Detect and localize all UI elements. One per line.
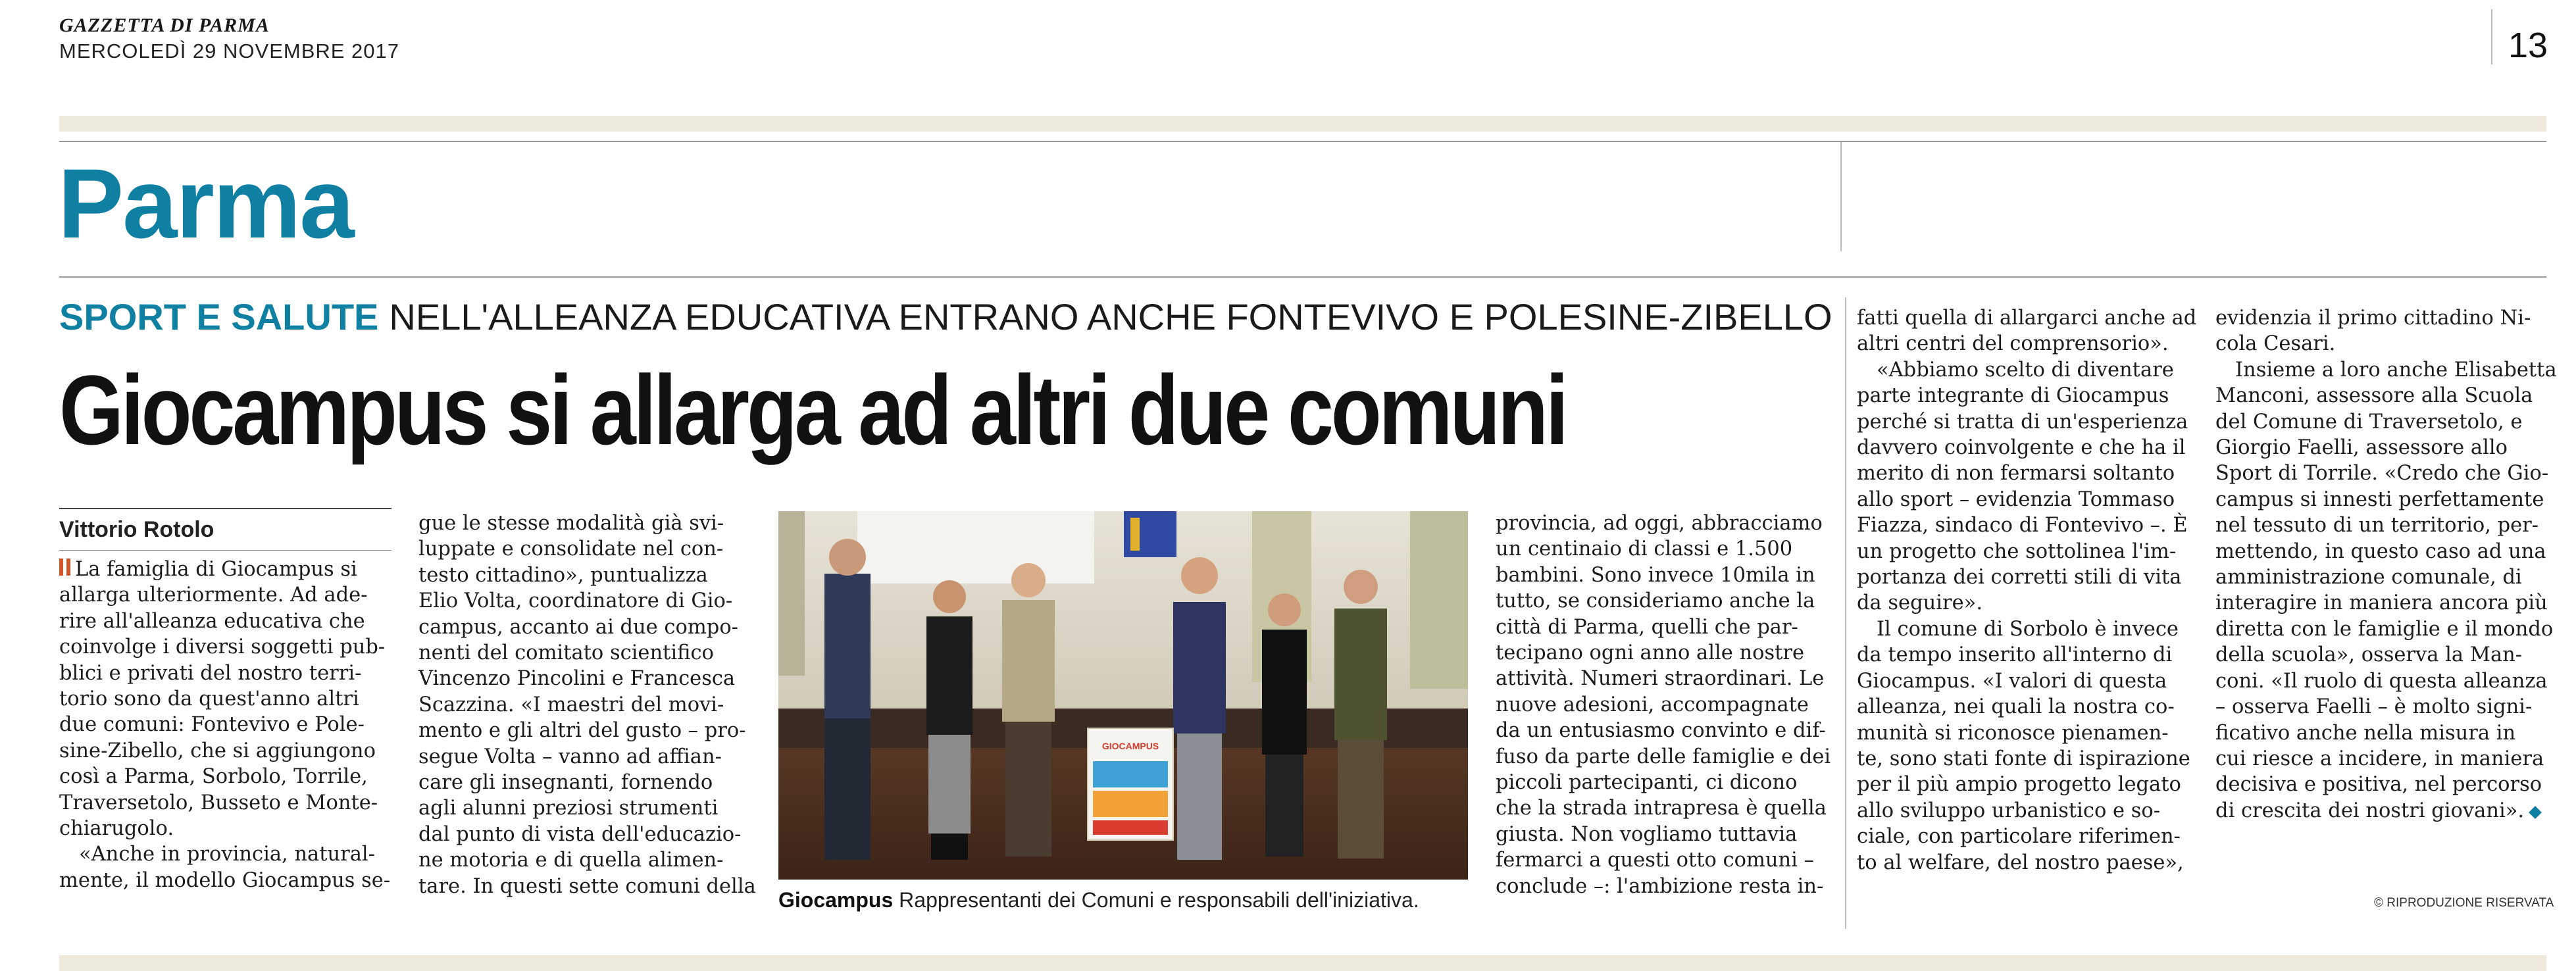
column-line: mento e gli altri del gusto – pro- bbox=[418, 719, 746, 743]
column-line: Giocampus. «I valori di questa bbox=[1857, 669, 2167, 693]
article-photo bbox=[778, 511, 1468, 880]
article-column-1 bbox=[59, 557, 391, 893]
column-line: agli alunni preziosi strumenti bbox=[418, 797, 719, 820]
top-rule bbox=[59, 141, 2546, 142]
column-line: allarga ulteriormente. Ad ade- bbox=[59, 584, 368, 607]
column-line: due comuni: Fontevivo e Pole- bbox=[59, 713, 365, 737]
masthead: GAZZETTA DI PARMA bbox=[59, 14, 270, 36]
column-line: te, sono stati fonte di ispirazione bbox=[1857, 747, 2190, 770]
column-line: conclude –: l'ambizione resta in- bbox=[1496, 874, 1824, 898]
column-line: blici e privati del nostro terri- bbox=[59, 661, 362, 685]
column-line: Vincenzo Pincolini e Francesca bbox=[418, 667, 736, 691]
column-divider bbox=[1845, 297, 1846, 929]
column-line: che la strada intrapresa è quella bbox=[1496, 797, 1827, 820]
column-line: decisiva e positiva, nel percorso bbox=[2215, 773, 2542, 797]
column-line: mente, il modello Giocampus se- bbox=[59, 868, 391, 892]
page-number-divider bbox=[2491, 9, 2492, 64]
photo-caption bbox=[778, 888, 1419, 912]
column-line: tecipano ogni anno alle nostre bbox=[1496, 641, 1805, 665]
column-line: mettendo, in questo caso ad una bbox=[2215, 539, 2546, 563]
column-line: città di Parma, quelli che par- bbox=[1496, 615, 1798, 639]
paragraph-mark-icon bbox=[59, 559, 71, 576]
column-line: evidenzia il primo cittadino Ni- bbox=[2215, 307, 2531, 330]
column-line: portanza dei corretti stili di vita bbox=[1857, 566, 2182, 589]
column-line: di crescita dei nostri giovani». bbox=[2215, 798, 2546, 824]
column-line: ficativo anche nella misura in bbox=[2215, 721, 2516, 745]
column-line: diretta con le famiglie e il mondo bbox=[2215, 617, 2554, 641]
column-line: luppate e consolidate nel con- bbox=[418, 537, 724, 561]
column-line: piccoli partecipanti, ci dicono bbox=[1496, 771, 1798, 795]
column-line: Scazzina. «I maestri del movi- bbox=[418, 693, 724, 716]
column-line: – osserva Faelli – è molto signi- bbox=[2215, 695, 2533, 719]
column-line: per il più ampio progetto legato bbox=[1857, 773, 2181, 797]
column-line: to al welfare, del nostro paese», bbox=[1857, 851, 2184, 874]
column-line: allo sport – evidenzia Tommaso bbox=[1857, 487, 2175, 511]
section-rule bbox=[59, 276, 2546, 278]
byline-rule-bottom bbox=[59, 550, 391, 551]
column-line: allo sviluppo urbanistico e so- bbox=[1857, 799, 2161, 822]
headline: Giocampus si allarga ad altri due comuni bbox=[59, 355, 1566, 465]
section-title: Parma bbox=[58, 148, 353, 259]
column-line: care gli insegnanti, fornendo bbox=[418, 771, 713, 795]
column-line: Manconi, assessore alla Scuola bbox=[2215, 384, 2533, 408]
column-line: «Abbiamo scelto di diventare bbox=[1877, 358, 2174, 382]
bottom-band bbox=[59, 955, 2546, 971]
column-line: La famiglia di Giocampus si bbox=[59, 557, 391, 582]
column-line: parte integrante di Giocampus bbox=[1857, 384, 2169, 408]
column-line: Traversetolo, Busseto e Monte- bbox=[59, 791, 378, 814]
column-line: da seguire». bbox=[1857, 591, 1983, 615]
column-line: giusta. Non vogliamo tuttavia bbox=[1496, 822, 1798, 846]
column-line: provincia, ad oggi, abbracciamo bbox=[1496, 512, 1823, 535]
column-line: merito di non fermarsi soltanto bbox=[1857, 462, 2175, 486]
column-line: da tempo inserito all'interno di bbox=[1857, 643, 2173, 667]
publication-date: MERCOLEDÌ 29 NOVEMBRE 2017 bbox=[59, 39, 400, 62]
column-line: Il comune di Sorbolo è invece bbox=[1877, 617, 2179, 641]
column-line: Elio Volta, coordinatore di Gio- bbox=[418, 589, 733, 613]
column-line: campus si innesti perfettamente bbox=[2215, 487, 2544, 511]
column-line: del Comune di Traversetolo, e bbox=[2215, 410, 2523, 434]
caption-text: Rappresentanti dei Comuni e responsabili dell'iniziativa. bbox=[899, 888, 1419, 912]
column-line: fatti quella di allargarci anche ad bbox=[1857, 307, 2197, 330]
column-line: torio sono da quest'anno altri bbox=[59, 687, 359, 711]
column-line: davvero coinvolgente e che ha il bbox=[1857, 436, 2186, 460]
column-line: testo cittadino», puntualizza bbox=[418, 563, 708, 587]
column-line: perché si tratta di un'esperienza bbox=[1857, 410, 2188, 434]
kicker-topic: SPORT E SALUTE bbox=[59, 296, 379, 337]
column-line: Insieme a loro anche Elisabetta bbox=[2235, 358, 2557, 382]
column-line: un progetto che sottolinea l'im- bbox=[1857, 539, 2177, 563]
column-line: cui riesce a incidere, in maniera bbox=[2215, 747, 2544, 770]
end-of-article-icon bbox=[2529, 806, 2542, 819]
column-line: un centinaio di classi e 1.500 bbox=[1496, 537, 1793, 561]
column-line: nuove adesioni, accompagnate bbox=[1496, 693, 1809, 716]
column-line: dal punto di vista dell'educazio- bbox=[418, 822, 742, 846]
column-line: altri centri del comprensorio». bbox=[1857, 332, 2169, 356]
column-line: rire all'alleanza educativa che bbox=[59, 609, 365, 633]
column-line: Fiazza, sindaco di Fontevivo –. È bbox=[1857, 514, 2188, 537]
column-line: gue le stesse modalità già svi- bbox=[418, 512, 724, 535]
byline: Vittorio Rotolo bbox=[59, 517, 215, 542]
column-line: ne motoria e di quella alimen- bbox=[418, 849, 724, 872]
column-line: fermarci a questi otto comuni – bbox=[1496, 849, 1814, 872]
column-line: ciale, con particolare riferimen- bbox=[1857, 825, 2181, 849]
article-column-5 bbox=[2215, 305, 2557, 824]
column-line: cola Cesari. bbox=[2215, 332, 2336, 356]
column-line: tare. In questi sette comuni della bbox=[418, 874, 756, 898]
column-line: alleanza, nei quali la nostra co- bbox=[1857, 695, 2175, 719]
poster-title: GIOCAMPUS bbox=[1101, 741, 1159, 751]
column-line: Sport di Torrile. «Credo che Gio- bbox=[2215, 462, 2549, 486]
top-band bbox=[59, 116, 2546, 132]
column-line: nenti del comitato scientifico bbox=[418, 641, 714, 665]
article-column-3 bbox=[1496, 510, 1829, 899]
article-column-2 bbox=[418, 510, 756, 899]
section-divider bbox=[1840, 142, 1842, 251]
column-line: campus, accanto ai due compo- bbox=[418, 615, 738, 639]
caption-label: Giocampus bbox=[778, 888, 894, 912]
column-line: fuso da parte delle famiglie e dei bbox=[1496, 745, 1831, 768]
column-line: da un entusiasmo convinto e dif- bbox=[1496, 719, 1826, 743]
kicker bbox=[59, 296, 1832, 337]
column-line: «Anche in provincia, natural- bbox=[79, 843, 375, 866]
column-line: amministrazione comunale, di bbox=[2215, 566, 2522, 589]
column-line: sine-Zibello, che si aggiungono bbox=[59, 739, 376, 762]
kicker-subtitle: NELL'ALLEANZA EDUCATIVA ENTRANO ANCHE FONTEVIVO E POLESINE-ZIBELLO bbox=[389, 296, 1832, 337]
column-line: interagire in maniera ancora più bbox=[2215, 591, 2548, 615]
column-line: della scuola», osserva la Man- bbox=[2215, 643, 2523, 667]
copyright-notice: © RIPRODUZIONE RISERVATA bbox=[2374, 896, 2554, 910]
column-line: nel tessuto di un territorio, per- bbox=[2215, 514, 2539, 537]
column-line: segue Volta – vanno ad affian- bbox=[418, 745, 722, 768]
column-line: chiarugolo. bbox=[59, 817, 174, 841]
column-line: coni. «Il ruolo di questa alleanza bbox=[2215, 669, 2548, 693]
group-photo-illustration bbox=[778, 511, 1468, 880]
column-line: tutto, se consideriamo anche la bbox=[1496, 589, 1815, 613]
column-line: così a Parma, Sorbolo, Torrile, bbox=[59, 765, 368, 789]
column-line: coinvolge i diversi soggetti pub- bbox=[59, 635, 386, 659]
column-line: attività. Numeri straordinari. Le bbox=[1496, 667, 1825, 691]
column-line: munità si riconosce pienamen- bbox=[1857, 721, 2169, 745]
byline-rule-top bbox=[59, 508, 391, 509]
page-number: 13 bbox=[2508, 26, 2548, 65]
article-column-4 bbox=[1857, 305, 2197, 876]
column-line: Giorgio Faelli, assessore allo bbox=[2215, 436, 2508, 460]
column-line: bambini. Sono invece 10mila in bbox=[1496, 563, 1815, 587]
